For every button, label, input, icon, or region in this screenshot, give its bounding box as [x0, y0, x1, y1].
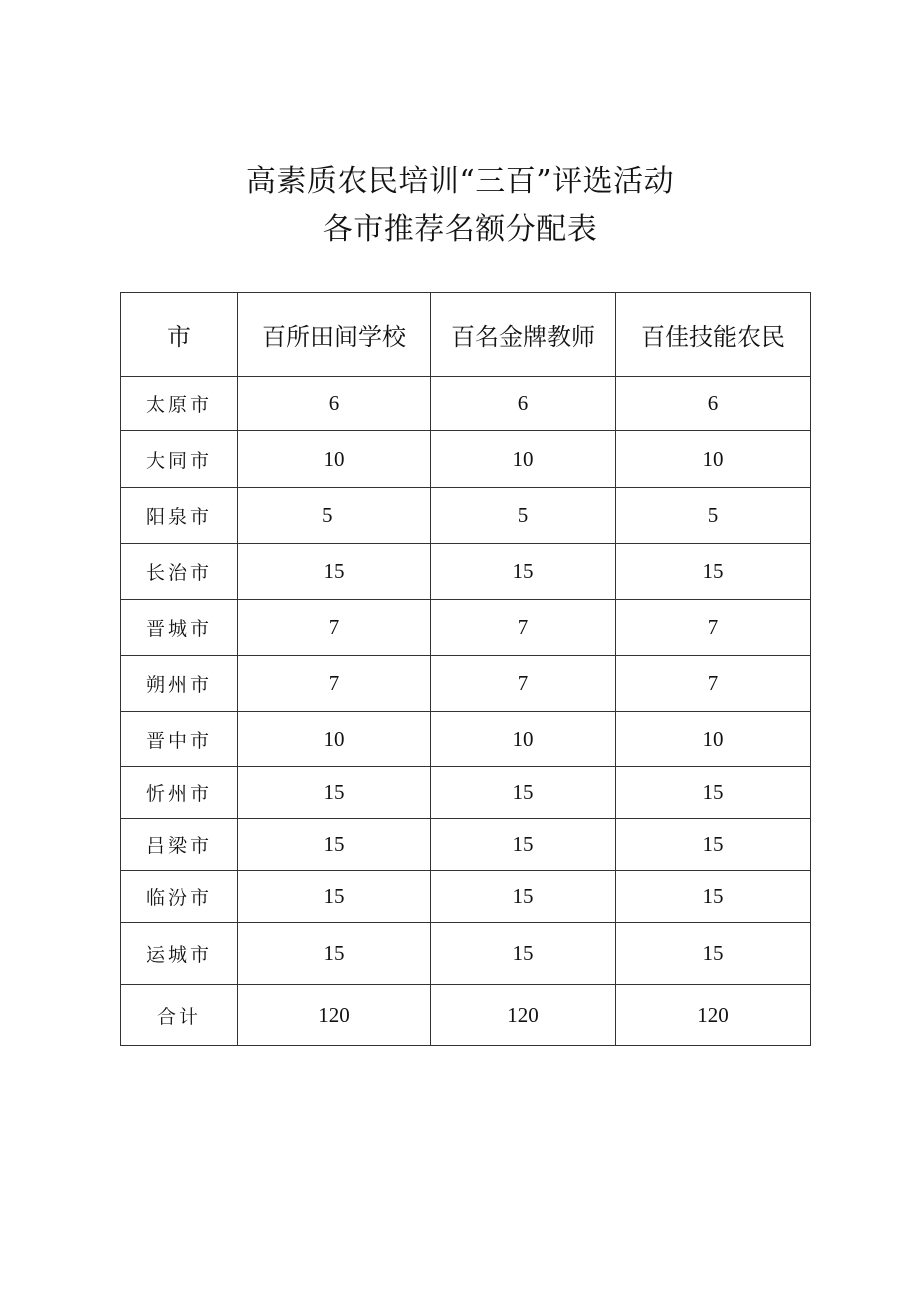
table-header-row	[121, 293, 811, 377]
farmers-cell: 5	[616, 488, 811, 544]
farmers-cell: 15	[616, 923, 811, 985]
farmers-cell: 6	[616, 377, 811, 431]
schools-cell: 15	[238, 871, 431, 923]
total-farmers-cell: 120	[616, 985, 811, 1046]
farmers-cell: 15	[616, 819, 811, 871]
header-city: 市	[121, 293, 238, 377]
total-teachers-cell: 120	[431, 985, 616, 1046]
title-line-2: 各市推荐名额分配表	[322, 212, 598, 247]
city-cell: 朔州市	[121, 656, 238, 712]
teachers-cell: 7	[431, 656, 616, 712]
city-cell: 晋城市	[121, 600, 238, 656]
header-gold-teachers: 百名金牌教师	[431, 293, 616, 377]
teachers-cell: 15	[431, 544, 616, 600]
total-schools-cell: 120	[238, 985, 431, 1046]
header-field-schools: 百所田间学校	[238, 293, 431, 377]
teachers-cell: 10	[431, 712, 616, 767]
total-label-cell: 合计	[121, 985, 238, 1046]
table-row	[121, 377, 811, 431]
city-cell: 长治市	[121, 544, 238, 600]
city-cell: 阳泉市	[121, 488, 238, 544]
table-row	[121, 544, 811, 600]
city-cell: 忻州市	[121, 767, 238, 819]
teachers-cell: 15	[431, 819, 616, 871]
city-cell: 晋中市	[121, 712, 238, 767]
table-row	[121, 712, 811, 767]
farmers-cell: 15	[616, 871, 811, 923]
farmers-cell: 10	[616, 712, 811, 767]
teachers-cell: 15	[431, 767, 616, 819]
schools-cell: 7	[238, 656, 431, 712]
teachers-cell: 15	[431, 923, 616, 985]
schools-cell: 15	[238, 767, 431, 819]
teachers-cell: 6	[431, 377, 616, 431]
table-row	[121, 767, 811, 819]
teachers-cell: 5	[431, 488, 616, 544]
city-cell: 吕梁市	[121, 819, 238, 871]
farmers-cell: 7	[616, 600, 811, 656]
table-row	[121, 600, 811, 656]
table-row	[121, 871, 811, 923]
city-cell: 大同市	[121, 431, 238, 488]
schools-cell: 6	[238, 377, 431, 431]
city-cell: 太原市	[121, 377, 238, 431]
teachers-cell: 7	[431, 600, 616, 656]
schools-cell: 10	[238, 431, 431, 488]
schools-cell: 5	[238, 488, 431, 544]
table-row	[121, 431, 811, 488]
table-row	[121, 656, 811, 712]
farmers-cell: 15	[616, 544, 811, 600]
quota-allocation-table	[120, 292, 811, 1046]
document-title	[0, 158, 920, 254]
farmers-cell: 7	[616, 656, 811, 712]
header-skilled-farmers: 百佳技能农民	[616, 293, 811, 377]
schools-cell: 15	[238, 923, 431, 985]
title-line-1: 高素质农民培训“三百”评选活动	[245, 164, 675, 199]
farmers-cell: 10	[616, 431, 811, 488]
table-row	[121, 819, 811, 871]
table-total-row	[121, 985, 811, 1046]
schools-cell: 15	[238, 544, 431, 600]
schools-cell: 7	[238, 600, 431, 656]
schools-cell: 10	[238, 712, 431, 767]
teachers-cell: 10	[431, 431, 616, 488]
table-row	[121, 923, 811, 985]
schools-cell: 15	[238, 819, 431, 871]
teachers-cell: 15	[431, 871, 616, 923]
table-row	[121, 488, 811, 544]
farmers-cell: 15	[616, 767, 811, 819]
city-cell: 运城市	[121, 923, 238, 985]
city-cell: 临汾市	[121, 871, 238, 923]
